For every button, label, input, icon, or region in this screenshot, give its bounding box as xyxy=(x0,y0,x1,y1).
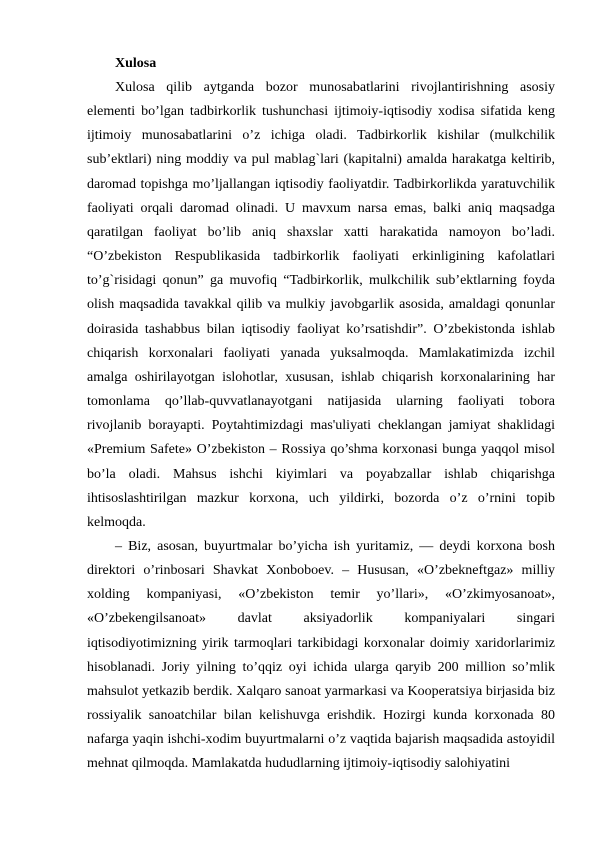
section-heading: Xulosa xyxy=(115,56,157,71)
paragraph-quote: – Biz, asosan, buyurtmalar bo’yicha ish yuritamiz, — deydi korxona bosh direktori o’rinbosari Shavkat Xonboboev. – Hususan, «O’zbekneftgaz» milliy xolding kompaniyasi, «O’zbekiston temir yo’llari», «O’zkimyosanoat», «O’zbekengilsanoat» davlat aksiyadorlik kompaniyalari singari iqtisodiyotimizning yirik tarmoqlari tarkibidagi korxonalar doimiy xaridorlarimiz hisoblanadi. Joriy yilning to’qqiz oyi ichida ularga qaryib 200 million so’mlik mahsulot yetkazib berdik. Xalqaro sanoat yarmarkasi va Kooperatsiya birjasida biz rossiyalik sanoatchilar bilan kelishuvga erishdik. Hozirgi kunda korxonada 80 nafarga yaqin ishchi-xodim buyurtmalarni o’z vaqtida bajarish maqsadida astoyidil mehnat qilmoqda. Mamlakatda hududlarning ijtimoiy-iqtisodiy salohiyatini xyxy=(87,538,555,772)
document-page xyxy=(87,52,555,777)
paragraph-conclusion: Xulosa qilib aytganda bozor munosabatlarini rivojlantirishning asosiy elementi bo’lgan tadbirkorlik tushunchasi ijtimoiy-iqtisodiy xodisa sifatida keng ijtimoiy munosabatlarini o’z ichiga oladi. Tadbirkorlik kishilar (mulkchilik sub’ektlari) ning moddiy va pul mablag`lari (kapitalni) amalda harakatga keltirib, daromad topishga mo’ljallangan iqtisodiy faoliyatdir. Tadbirkorlikda yaratuvchilik faoliyati orqali daromad olinadi. U mavxum narsa emas, balki aniq maqsadga qaratilgan faoliyat bo’lib aniq shaxslar xatti harakatida namoyon bo’ladi. “O’zbekiston Respublikasida tadbirkorlik faoliyati erkinligining kafolatlari to’g`risidagi qonun” ga muvofiq “Tadbirkorlik, mulkchilik sub’ektlarning foyda olish maqsadida tavakkal qilib va mulkiy javobgarlik asosida, amaldagi qonunlar doirasida tashabbus bilan iqtisodiy faoliyat ko’rsatishdir”. O’zbekistonda ishlab chiqarish korxonalari faoliyati yanada yuksalmoqda. Mamlakatimizda izchil amalga oshirilayotgan islohotlar, xususan, ishlab chiqarish korxonalarining har tomonlama qo’llab-quvvatlanayotgani natijasida ularning faoliyati tobora rivojlanib borayapti. Poytahtimizdagi mas'uliyati cheklangan jamiyat shaklidagi «Premium Safete» O’zbekiston – Rossiya qo’shma korxonasi bunga yaqqol misol bo’la oladi. Mahsus ishchi kiyimlari va poyabzallar ishlab chiqarishga ihtisoslashtirilgan mazkur korxona, uch yildirki, bozorda o’z o’rnini topib kelmoqda. xyxy=(87,80,555,530)
